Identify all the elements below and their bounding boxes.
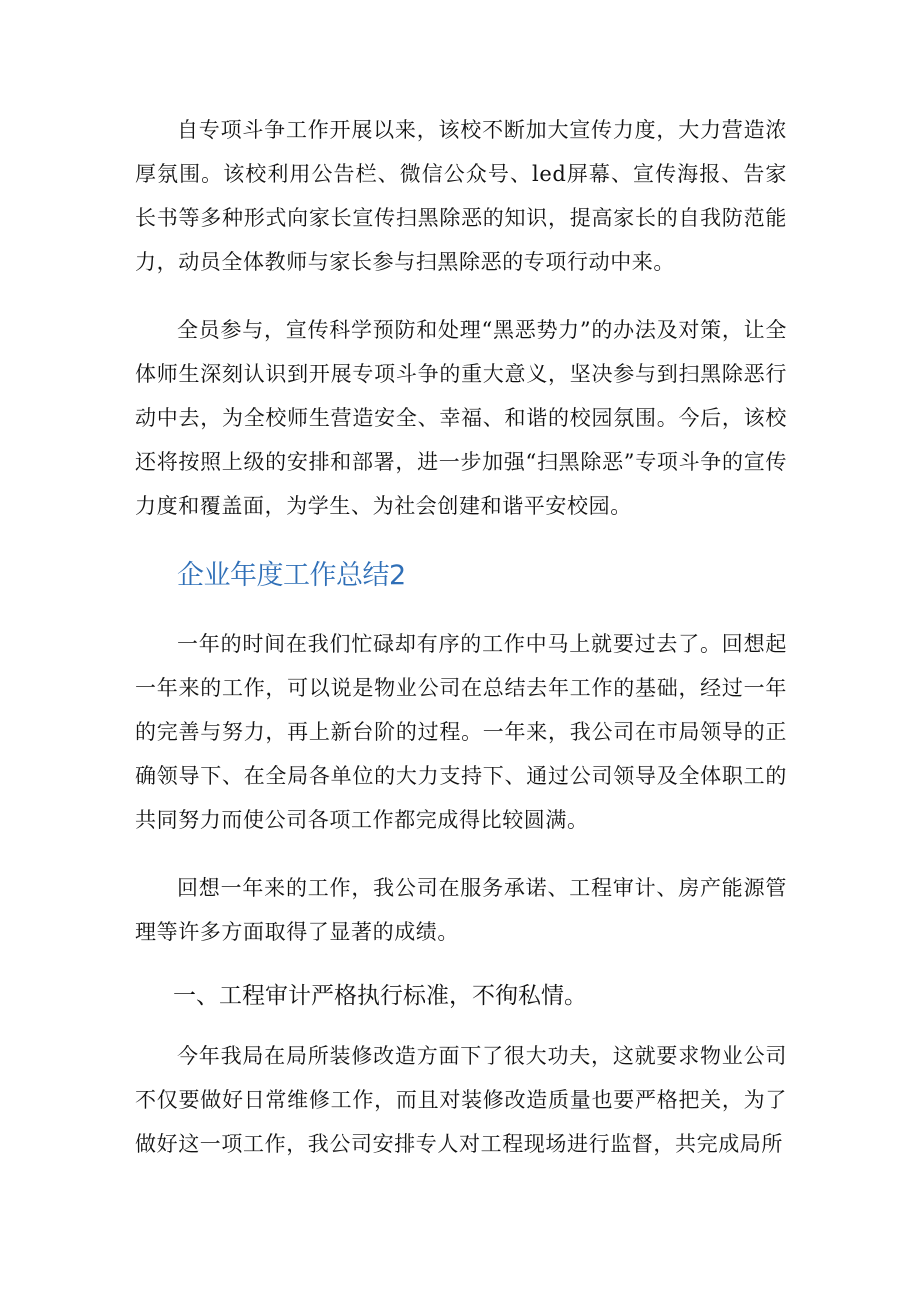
paragraph-intro-1: 自专项斗争工作开展以来，该校不断加大宣传力度，大力营造浓厚氛围。该校利用公告栏、微信公众号、led屏幕、宣传海报、告家长书等多种形式向家长宣传扫黑除恶的知识，提高家长的自我防范能力，动员全体教师与家长参与扫黑除恶的专项行动中来。: [135, 118, 787, 274]
paragraph-intro-2: 全员参与，宣传科学预防和处理“黑恶势力”的办法及对策，让全体师生深刻认识到开展专项斗争的重大意义，坚决参与到扫黑除恶行动中去，为全校师生营造安全、幸福、和谐的校园氛围。今后，该校还将按照上级的安排和部署，进一步加强“扫黑除恶”专项斗争的宣传力度和覆盖面，为学生、为社会创建和谐平安校园。: [135, 318, 787, 518]
document-content: [135, 108, 787, 1190]
sub-title: 一、工程审计严格执行标准，不徇私情。: [173, 983, 587, 1009]
paragraph-section-2: 回想一年来的工作，我公司在服务承诺、工程审计、房产能源管理等许多方面取得了显著的成绩。: [135, 876, 787, 944]
paragraph-section-1: 一年的时间在我们忙碌却有序的工作中马上就要过去了。回想起一年来的工作，可以说是物业公司在总结去年工作的基础，经过一年的完善与努力，再上新台阶的过程。一年来，我公司在市局领导的正确领导下、在全局各单位的大力支持下、通过公司领导及全体职工的共同努力而使公司各项工作都完成得比较圆满。: [135, 632, 787, 832]
paragraph-sub-1: 今年我局在局所装修改造方面下了很大功夫，这就要求物业公司不仅要做好日常维修工作，而且对装修改造质量也要严格把关，为了做好这一项工作，我公司安排专人对工程现场进行监督，共完成局所: [135, 1044, 787, 1156]
section-title: 企业年度工作总结2: [177, 560, 406, 591]
